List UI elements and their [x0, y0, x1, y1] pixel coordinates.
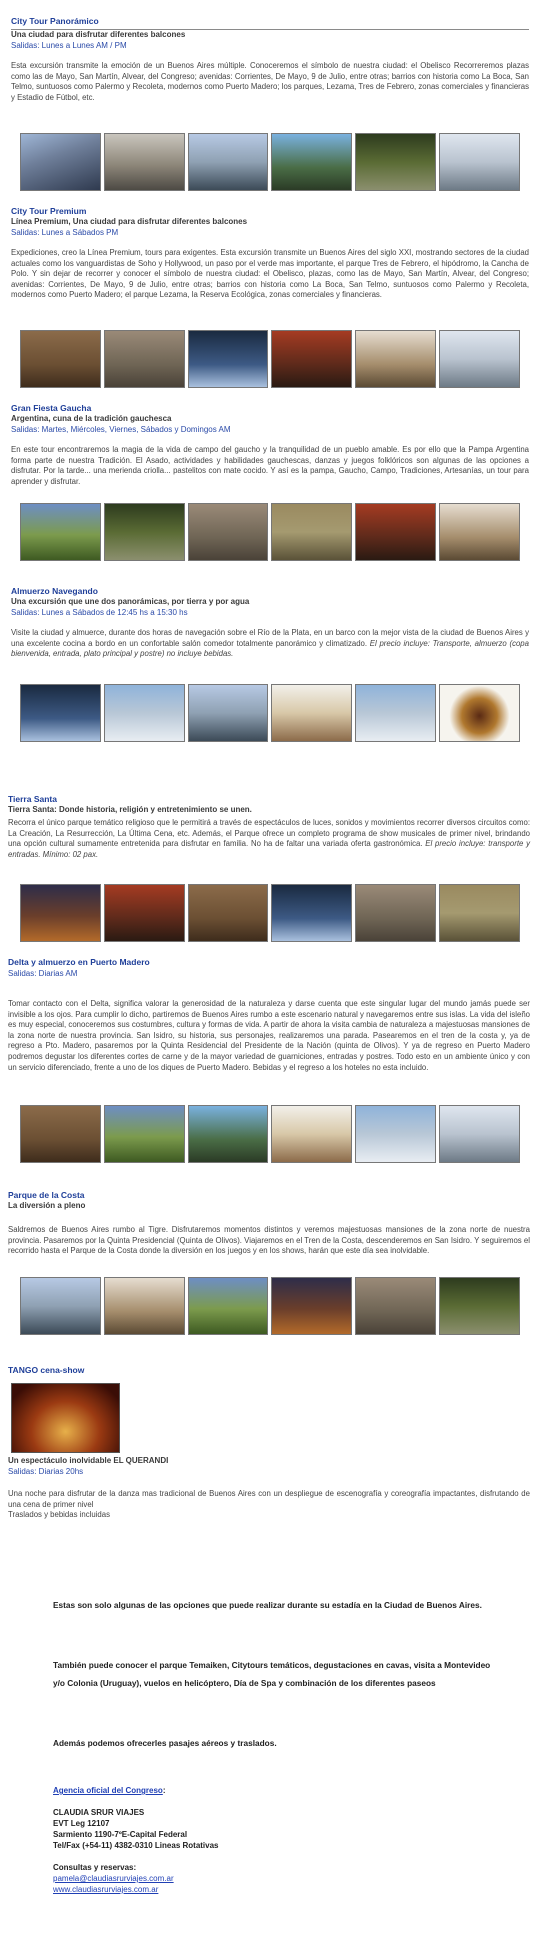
price-note: El precio incluye: transporte y entradas. Mínimo: 02 pax.	[8, 839, 530, 859]
photo	[271, 1105, 352, 1163]
photo	[271, 1277, 352, 1335]
tour-subtitle: Una ciudad para disfrutar diferentes balcones	[11, 30, 186, 39]
photo	[271, 330, 352, 388]
photo	[188, 684, 269, 742]
tour-subtitle: Línea Premium, Una ciudad para disfrutar diferentes balcones	[11, 217, 248, 226]
photo	[20, 684, 101, 742]
photo	[20, 1105, 101, 1163]
tour-subtitle: Argentina, cuna de la tradición gauchesca	[11, 414, 172, 423]
tour-description: Tomar contacto con el Delta, significa valorar la generosidad de la naturaleza y darse cuenta que este singular lugar del mundo jamás puede ser invisible a los ojos. Para cumplir lo dicho, partiremos de Buenos Aires rumbo a este escenario natural y navegaremos entre sus islas. La vida del isleño es muy especial, conoceremos sus costumbres, cultura y formas de vida. A partir de ahora la visita cambia de naturaleza a majestuosas mansiones de la zona norte de nuestra provincia. San Isidro, su historia, sus personajes, realizaremos una parada. Pasearemos en el tren de la costa y, ya de regreso a Pto. Madero, pasaremos por la Quinta Residencial del Presidente de la Nación (quinta de Olivos). Y ya de regreso en Puerto Madero podremos degustar los diferentes cortes de carne y de la mayor variedad de guarniciones, entradas y postres. Todo esto en un ambiente único y con un servicio diferenciado, frente a uno de los diques de Puerto Madero. Bebidas y el regreso a los hoteles no esta incluido.	[8, 999, 530, 1072]
description-text: Visite la ciudad y almuerce, durante dos horas de navegación sobre el Río de la Plata, en un barco con la mejor vista de la ciudad de Buenos Aires y una excelente cocina a bordo en un confortable salón comedor totalmente panorámico y climatizado.	[11, 628, 529, 648]
tango-subtitle: Un espectáculo inolvidable EL QUERANDI	[8, 1456, 169, 1465]
agency-address: Sarmiento 1190-7ºE-Capital Federal	[53, 1830, 188, 1839]
photo	[20, 1277, 101, 1335]
photo	[104, 684, 185, 742]
tour-almuerzo-navegando	[11, 586, 529, 660]
tango-photo	[11, 1383, 120, 1453]
closing-paragraph-3: Además podemos ofrecerles pasajes aéreos y traslados.	[53, 1738, 277, 1748]
photo-strip	[20, 503, 520, 561]
photo	[20, 133, 101, 191]
tour-city-panoramico	[11, 16, 529, 103]
photo	[355, 684, 436, 742]
agency-name: CLAUDIA SRUR VIAJES	[53, 1808, 145, 1817]
photo	[355, 133, 436, 191]
photo	[104, 1105, 185, 1163]
photo	[271, 884, 352, 942]
tour-schedule: Salidas: Lunes a Sábados PM	[11, 228, 119, 237]
photo	[188, 330, 269, 388]
website-link[interactable]: www.claudiasrurviajes.com.ar	[53, 1885, 159, 1894]
photo	[188, 884, 269, 942]
tour-title: City Tour Premium	[11, 206, 87, 216]
tour-schedule: Salidas: Lunes a Lunes AM / PM	[11, 41, 127, 50]
photo	[104, 1277, 185, 1335]
agency-phone: Tel/Fax (+54-11) 4382-0310 Lineas Rotativas	[53, 1841, 219, 1850]
tour-description: Saldremos de Buenos Aires rumbo al Tigre. Disfrutaremos momentos distintos y veremos majestuosas mansiones de la zona norte de nuestra provincia. Pasaremos por la Quinta Presidencial (Quinta de Olivos). Viajaremos en el Tren de la Costa, descenderemos en San Isidro. Y seguiremos el recorrido hasta el Parque de la Costa donde la diversión en los juegos y en los shows, harán que este día sea inolvidable.	[8, 1225, 530, 1256]
tour-parque-de-la-costa	[8, 1190, 530, 1257]
photo	[188, 503, 269, 561]
contact-block	[53, 1785, 493, 1895]
tango-title: TANGO cena-show	[8, 1365, 85, 1375]
description-text: Recorra el único parque temático religioso que le permitirá a través de espectáculos de luces, sonidos y movimientos recorrer diversos circuitos como: La Creación, La Resurrección, La Última Cena, etc. Además, el Parque ofrece un completo programa de show musicales de primer nivel, brindando una opción cultural sumamente entretenida para disfrutar en familia. No ha de faltar una variada oferta gastronómica.	[8, 818, 530, 849]
photo-strip	[20, 1277, 520, 1335]
tour-subtitle: Una excursión que une dos panorámicas, por tierra y por agua	[11, 597, 250, 606]
photo-strip	[20, 1105, 520, 1163]
photo	[188, 1277, 269, 1335]
tour-subtitle: Tierra Santa: Donde historia, religión y entretenimiento se unen.	[8, 805, 252, 814]
photo	[355, 1105, 436, 1163]
tango-schedule: Salidas: Diarias 20hs	[8, 1467, 84, 1476]
tour-title: Parque de la Costa	[8, 1190, 85, 1200]
photo	[188, 133, 269, 191]
tour-schedule: Salidas: Lunes a Sábados de 12:45 hs a 15:30 hs	[11, 608, 188, 617]
photo	[20, 330, 101, 388]
photo	[355, 1277, 436, 1335]
photo	[104, 503, 185, 561]
tango-section	[8, 1456, 530, 1521]
tour-description	[8, 818, 530, 860]
tour-title: Tierra Santa	[8, 794, 57, 804]
email-link[interactable]: pamela@claudiasrurviajes.com.ar	[53, 1874, 174, 1883]
photo	[355, 330, 436, 388]
photo	[20, 503, 101, 561]
photo-strip	[20, 330, 520, 388]
tour-delta-puerto-madero	[8, 957, 530, 1073]
photo	[271, 684, 352, 742]
photo	[439, 133, 520, 191]
tour-tierra-santa	[8, 794, 530, 860]
photo	[104, 884, 185, 942]
tour-fiesta-gaucha	[11, 403, 529, 487]
photo	[439, 503, 520, 561]
photo-strip	[20, 684, 520, 742]
photo	[439, 330, 520, 388]
agency-link[interactable]: Agencia oficial del Congreso	[53, 1786, 163, 1795]
photo	[439, 1277, 520, 1335]
photo	[355, 503, 436, 561]
photo	[271, 503, 352, 561]
tour-schedule: Salidas: Martes, Miércoles, Viernes, Sábados y Domingos AM	[11, 425, 231, 434]
tour-subtitle: La diversión a pleno	[8, 1201, 86, 1210]
photo	[104, 330, 185, 388]
closing-paragraph-2: También puede conocer el parque Temaiken, Citytours temáticos, degustaciones en cavas, visita a Montevideo y/o Colonia (Uruguay), vuelos en helicóptero, Día de Spa y combinación de los diferentes paseos	[53, 1660, 491, 1688]
tour-title: Gran Fiesta Gaucha	[11, 403, 92, 413]
photo	[20, 884, 101, 942]
photo	[355, 884, 436, 942]
price-note: El precio incluye: Transporte, almuerzo (copa bienvenida, entrada, plato principal y postre) no incluye bebidas.	[11, 638, 529, 659]
agency-suffix: :	[162, 1786, 166, 1795]
tour-title: Almuerzo Navegando	[11, 586, 98, 596]
tour-title: Delta y almuerzo en Puerto Madero	[8, 957, 150, 967]
consult-label: Consultas y reservas:	[53, 1863, 137, 1872]
photo-strip	[20, 884, 520, 942]
tour-city-premium	[11, 206, 529, 301]
tango-extra: Traslados y bebidas incluidas	[8, 1510, 110, 1520]
photo	[439, 884, 520, 942]
tour-title: City Tour Panorámico	[11, 16, 529, 30]
photo	[439, 1105, 520, 1163]
photo	[439, 684, 520, 742]
tour-description: Expediciones, creo la Línea Premium, tours para exigentes. Esta excursión transmite un Buenos Aires del siglo XXI, mostrando sectores de la ciudad actuales como los vanguardistas de Soho y Hollywood, un paso por el verde mas importante, el parque Tres de Febrero, el hipódromo, la Cancha de Polo. Y sin dejar de recorrer y conocer el símbolo de nuestra ciudad: el Obelisco, plazas, como las de Mayo, San Martín, Alvear, del Congreso; avenidas: Corrientes, De Mayo, 9 de Julio, entre otras; barrios con historia como La Boca, San Telmo, suntuosos como Palermo y Recoleta, modernos como Puerto Madero; el parque Lezama, la Reserva Ecológica, zonas comerciales y financieras.	[11, 248, 529, 300]
tour-description: En este tour encontraremos la magia de la vida de campo del gaucho y la tranquilidad de un pueblo amable. Es por ello que la Pampa Argentina forma parte de nuestra Tradición. El Asado, actividades y habilidades gauchescas, danzas y juegos folklóricos son algunas de las opciones a disfrutar. Por la tarde... una merienda criolla... pastelitos con mate cocido. Y así es la pampa, Gaucho, Campo, Tradiciones, Artesanías, un tour para aprender y disfrutar.	[11, 445, 529, 486]
photo-strip	[20, 133, 520, 191]
tour-description	[11, 628, 529, 660]
tango-description: Una noche para disfrutar de la danza mas tradicional de Buenos Aires con un despliegue de escenografía y coreografía impactantes, disfrutando de una cena de primer nivel	[8, 1489, 530, 1509]
agency-legajo: EVT Leg 12107	[53, 1819, 110, 1828]
photo	[104, 133, 185, 191]
tour-schedule: Salidas: Diarias AM	[8, 969, 78, 978]
agency-line	[53, 1785, 493, 1796]
photo	[271, 133, 352, 191]
tour-description: Esta excursión transmite la emoción de un Buenos Aires múltiple. Conoceremos el símbolo de nuestra ciudad: el Obelisco Recorreremos plazas como las de Mayo, San Martín, Alvear, del Congreso; avenidas: Corrientes, De Mayo, 9 de Julio, entre otras; barrios con historia como La Boca, San Telmo, suntuosos como Palermo y Recoleta, modernos como Puerto Madero; los parques, Lezama, Tres de Febrero, zonas comerciales y financieras y Estadio de Fútbol, etc.	[11, 61, 529, 102]
photo	[188, 1105, 269, 1163]
closing-paragraph-1: Estas son solo algunas de las opciones que puede realizar durante su estadía en la Ciudad de Buenos Aires.	[53, 1600, 482, 1610]
